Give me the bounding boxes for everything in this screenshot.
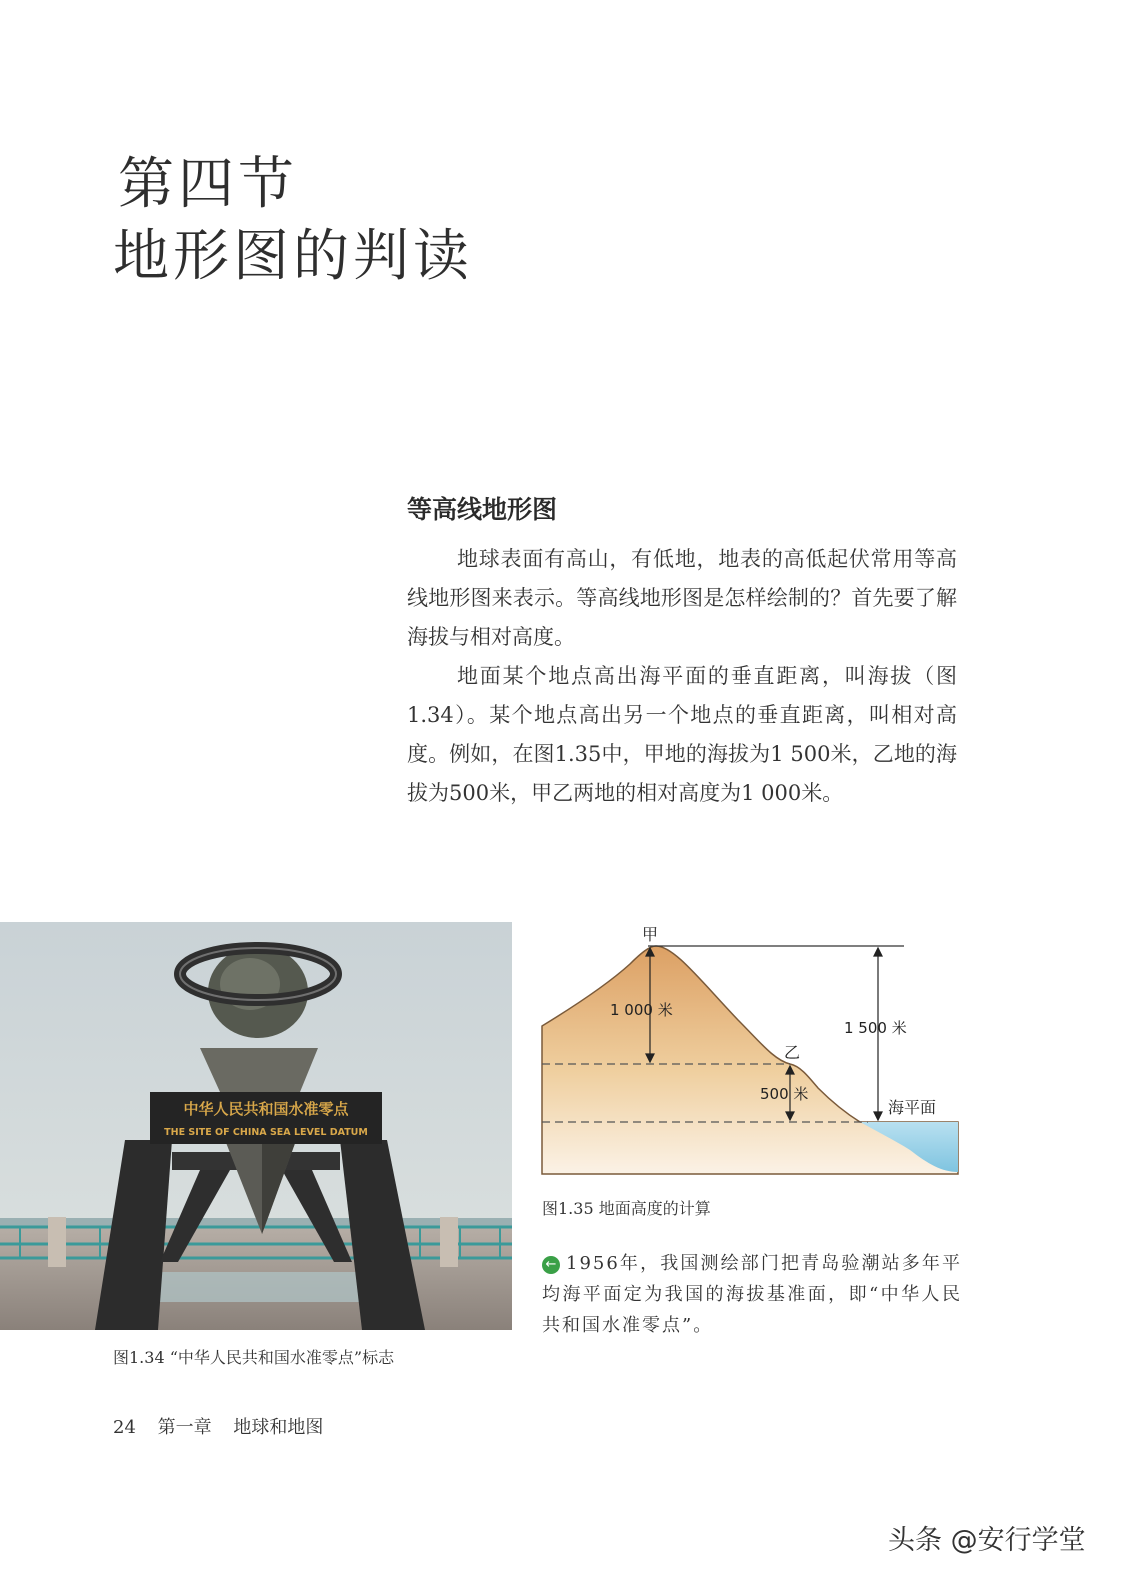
label-sea-level: 海平面 [888,1098,937,1117]
monument-sign-chinese: 中华人民共和国水准零点 [183,1100,349,1118]
page-footer [113,1413,339,1439]
chapter-section-title: 地形图的判读 [113,224,473,289]
section-heading: 等高线地形图 [407,495,558,524]
figure-1-34-photo [0,922,512,1330]
monument-sign-english: THE SITE OF CHINA SEA LEVEL DATUM [164,1127,368,1138]
side-note [542,1248,962,1341]
figure-1-35-diagram [538,920,968,1180]
watermark: 头条 @安行学堂 [888,1525,1086,1556]
figure-1-35-caption: 图1.35 地面高度的计算 [542,1199,711,1218]
footer-chapter: 第一章 [157,1417,212,1438]
footer-chapter-title: 地球和地图 [233,1417,324,1438]
elevation-profile-svg [538,920,968,1180]
label-1000m: 1 000 米 [610,1001,673,1019]
page-number: 24 [113,1417,136,1438]
chapter-section-number: 第四节 [118,152,298,217]
label-1500m: 1 500 米 [844,1019,907,1037]
body-text [407,540,957,813]
arrow-left-circle-icon: ← [542,1256,560,1274]
sea-level-datum-monument-image [0,922,512,1330]
label-yi: 乙 [784,1043,801,1062]
figure-1-34-caption: 图1.34 “中华人民共和国水准零点”标志 [113,1348,395,1367]
label-jia: 甲 [641,925,659,944]
side-note-text: 1956年，我国测绘部门把青岛验潮站多年平均海平面定为我国的海拔基准面，即“中华人民共和国水准零点”。 [542,1253,962,1336]
paragraph-2: 地面某个地点高出海平面的垂直距离，叫海拔（图1.34）。某个地点高出另一个地点的垂直距离，叫相对高度。例如，在图1.35中，甲地的海拔为1 500米，乙地的海拔为500米，甲乙两地的相对高度为1 000米。 [407,664,957,805]
label-500m: 500 米 [760,1085,809,1103]
paragraph-1: 地球表面有高山，有低地，地表的高低起伏常用等高线地形图来表示。等高线地形图是怎样绘制的？首先要了解海拔与相对高度。 [407,547,957,649]
